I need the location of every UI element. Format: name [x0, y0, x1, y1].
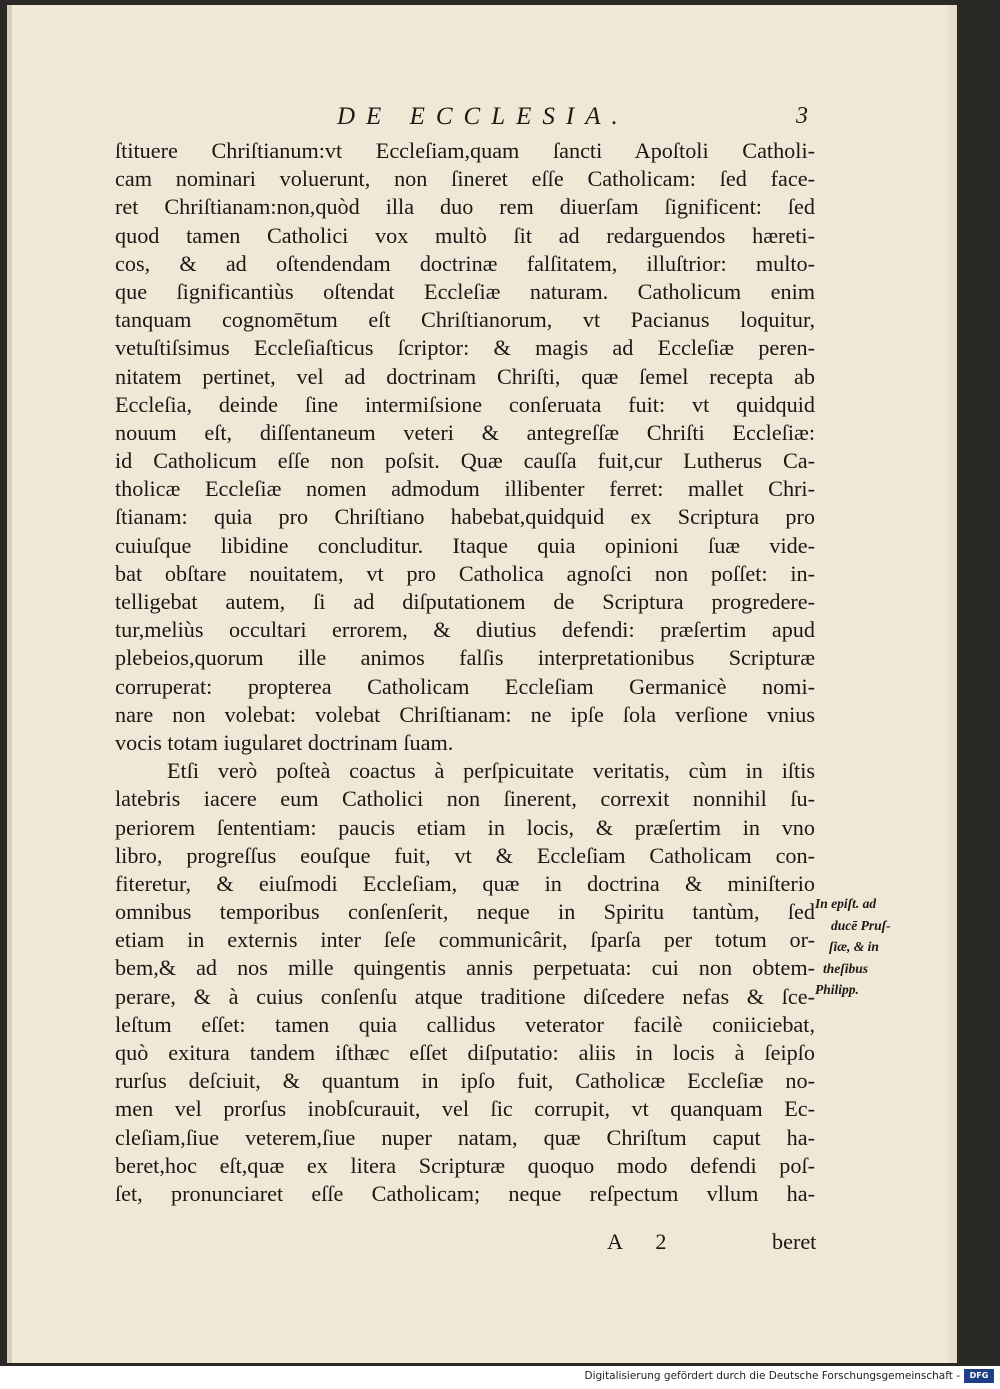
marginal-note-line: ducē Pruſ-: [831, 917, 891, 933]
dfg-logo: DFG: [964, 1369, 994, 1383]
running-head-title: DE ECCLESIA.: [337, 103, 629, 130]
text-line: ſtianam: quia pro Chriſtiano habebat,quidquid ex Scriptura pro: [115, 504, 815, 530]
text-line: periorem ſententiam: paucis etiam in locis, & præſertim in vno: [115, 814, 815, 840]
text-line: tur,meliùs occultari errorem, & diutius defendi: præſertim apud: [115, 617, 815, 643]
text-line: cleſiam,ſiue veterem,ſiue nuper natam, quæ Chriſtum caput ha-: [115, 1124, 815, 1150]
text-line: latebris iacere eum Catholici non ſinerent, correxit nonnihil ſu-: [115, 786, 815, 812]
text-line: ſet, pronunciaret eſſe Catholicam; neque reſpectum vllum ha-: [115, 1180, 815, 1206]
running-head: [12, 103, 962, 133]
text-line: bat obſtare nouitatem, vt pro Catholica agnoſci non poſſet: in-: [115, 560, 815, 586]
text-line: rurſus deſciuit, & quantum in ipſo fuit, Catholicæ Eccleſiæ no-: [115, 1068, 815, 1094]
marginal-note: [815, 893, 925, 1001]
text-line: cuiuſque libidine concluditur. Itaque quia opinioni ſuæ vide-: [115, 532, 815, 558]
text-line: id Catholicum eſſe non poſsit. Quæ cauſſa fuit,cur Lutherus Ca-: [115, 448, 815, 474]
funding-credit: Digitalisierung gefördert durch die Deutsche Forschungsgemeinschaft -: [584, 1370, 960, 1382]
text-line: fiteretur, & eiuſmodi Eccleſiam, quæ in doctrina & miniſterio: [115, 870, 815, 896]
paragraph-end-line: vocis totam iugularet doctrinam ſuam.: [115, 729, 454, 755]
digitization-footer: [0, 1366, 1000, 1389]
text-line: que ſignificantiùs oſtendat Eccleſiæ naturam. Catholicum enim: [115, 278, 815, 304]
text-line: ſtituere Chriſtianum:vt Eccleſiam,quam ſancti Apoſtoli Catholi-: [115, 138, 815, 163]
text-line: perare, & à cuius conſenſu atque traditione diſcedere nefas & ſce-: [115, 983, 815, 1009]
text-line: Eccleſia, deinde ſine intermiſsione conſeruata fuit: vt quidquid: [115, 391, 815, 417]
text-line: tanquam cognomētum eſt Chriſtianorum, vt Pacianus loquitur,: [115, 307, 815, 333]
book-page: [7, 5, 957, 1363]
text-line: leſtum eſſet: tamen quia callidus veterator facilè coniiciebat,: [115, 1011, 815, 1037]
text-line: quò exitura tandem iſthæc eſſet diſputatio: aliis in locis à ſeipſo: [115, 1040, 815, 1065]
text-line: libro, progreſſus eouſque fuit, vt & Eccleſiam Catholicam con-: [115, 842, 815, 868]
catchword: beret: [772, 1229, 817, 1254]
text-line: beret,hoc eſt,quæ ex litera Scripturæ quoquo modo defendi poſ-: [115, 1152, 815, 1178]
marginal-note-line: ſiæ, & in: [829, 939, 879, 954]
signature-mark: A 2: [607, 1229, 681, 1254]
signature-line: [607, 1229, 822, 1259]
marginal-note-line: In epiſt. ad: [815, 896, 877, 911]
text-line: nouum eſt, diſſentaneum veteri & antegreſſæ Chriſti Eccleſiæ:: [115, 419, 815, 445]
text-line: nare non volebat: volebat Chriſtianam: ne ipſe ſola verſione vnius: [115, 701, 815, 727]
text-line: nitatem pertinet, vel ad doctrinam Chriſti, quæ ſemel recepta ab: [115, 363, 815, 389]
text-line: telligebat autem, ſi ad diſputationem de Scriptura progredere-: [115, 589, 815, 614]
page-edge-shadow: [945, 5, 957, 1363]
text-line: etiam in externis inter ſeſe communicârit, ſparſa per totum or-: [115, 927, 815, 953]
text-line: ret Chriſtianam:non,quòd illa duo rem diuerſam ſignificent: ſed: [115, 194, 815, 220]
body-text: [115, 137, 815, 1208]
text-line: corruperat: propterea Catholicam Eccleſiam Germanicè nomi-: [115, 673, 815, 699]
text-line: men vel prorſus inobſcurauit, vel ſic corrupit, vt quanquam Ec-: [115, 1096, 815, 1122]
text-line: cos, & ad oſtendendam doctrinæ falſitatem, illuſtrior: multo-: [115, 250, 815, 276]
marginal-note-line: Philipp.: [815, 982, 859, 997]
text-line: tholicæ Eccleſiæ nomen admodum illibenter ferret: mallet Chri-: [115, 476, 815, 502]
text-line: quod tamen Catholici vox multò ſit ad redarguendos hæreti-: [115, 222, 815, 248]
page-number: 3: [796, 103, 808, 129]
paragraph-start-line: Etſi verò poſteà coactus à perſpicuitate veritatis, cùm in iſtis: [167, 758, 815, 784]
text-line: bem,& ad nos mille quingentis annis perpetuata: cui non obtem-: [115, 955, 815, 981]
marginal-note-line: theſibus: [823, 960, 869, 976]
text-line: plebeios,quorum ille animos falſis interpretationibus Scripturæ: [115, 645, 815, 671]
text-line: vetuſtiſsimus Eccleſiaſticus ſcriptor: & magis ad Eccleſiæ peren-: [115, 335, 815, 361]
text-line: cam nominari voluerunt, non ſineret eſſe Catholicam: ſed face-: [115, 166, 815, 192]
text-line: omnibus temporibus conſenſerit, neque in Spiritu tantùm, ſed: [115, 899, 815, 925]
